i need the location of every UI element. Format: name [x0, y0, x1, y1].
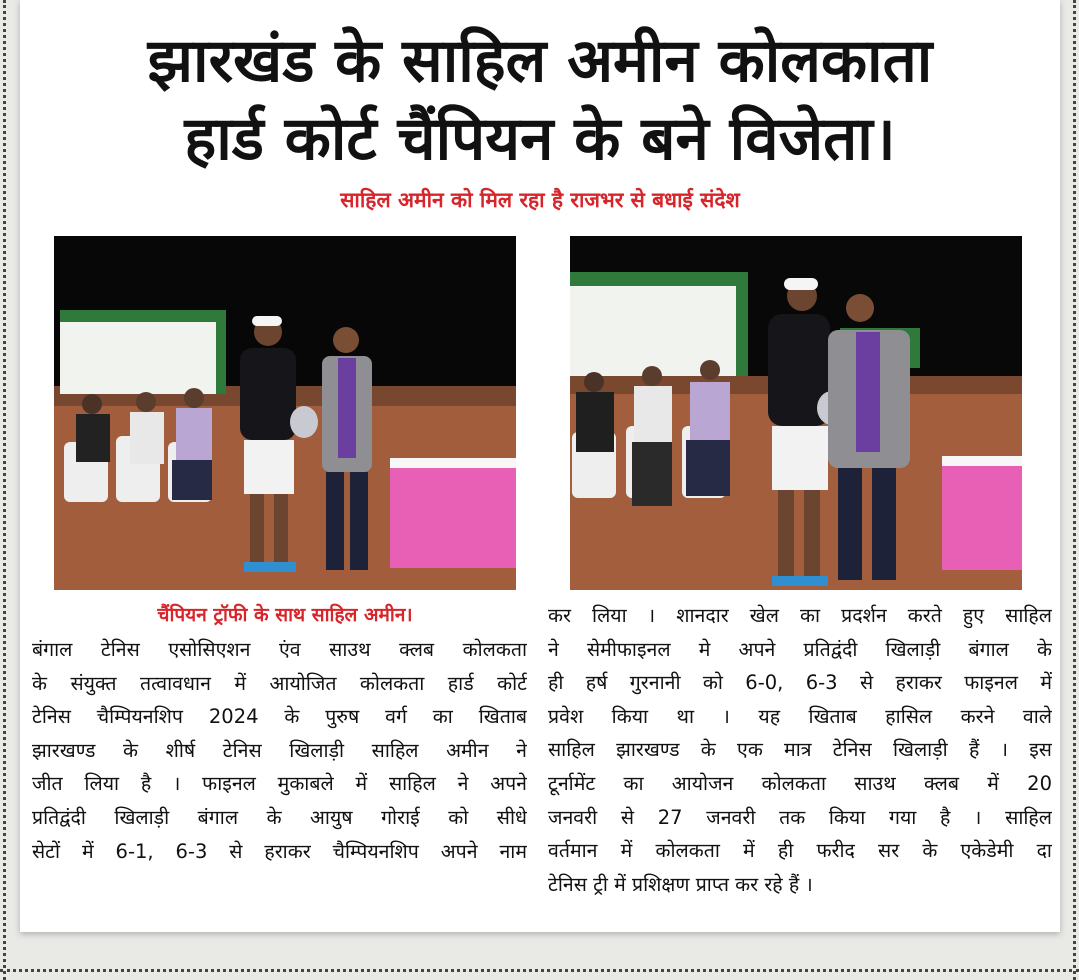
article-line: टूर्नामेंट का आयोजन कोलकता साउथ क्लब में 20 — [548, 771, 1052, 795]
photo-illustration-1 — [54, 236, 516, 590]
article-line: ही हर्ष गुरनानी को 6-0, 6-3 से हराकर फाइनल में — [548, 671, 1052, 695]
article-column-1 — [32, 633, 527, 868]
article-line: ने सेमीफाइनल मे अपने प्रतिद्वंदी खिलाड़ी बंगाल के — [548, 637, 1052, 661]
article-line: जीत लिया है । फाइनल मुकाबले में साहिल ने अपने — [32, 772, 527, 796]
headline-line-1: झारखंड के साहिल अमीन कोलकाता — [147, 26, 933, 96]
headline-line-2: हार्ड कोर्ट चैंपियन के बने विजेता। — [184, 104, 896, 174]
article-line: साहिल झारखण्ड के एक मात्र टेनिस खिलाड़ी हैं । इस — [548, 738, 1052, 762]
article-line: बंगाल टेनिस एसोसिएशन एंव साउथ क्लब कोलकता — [32, 638, 527, 661]
photo-trophy-presentation-1 — [54, 236, 516, 590]
bottom-dotted-border — [0, 969, 1079, 972]
article-line: टेनिस ट्री में प्रशिक्षण प्राप्त कर रहे हैं । — [548, 872, 813, 896]
article-line: झारखण्ड के शीर्ष टेनिस खिलाड़ी साहिल अमीन ने — [32, 738, 527, 762]
photo-illustration-2 — [570, 236, 1022, 590]
subheadline: साहिल अमीन को मिल रहा है राजभर से बधाई संदेश — [340, 188, 740, 212]
article-line: टेनिस चैम्पियनशिप 2024 के पुरुष वर्ग का खिताब — [32, 705, 527, 729]
article-line: जनवरी से 27 जनवरी तक किया गया है । साहिल — [548, 805, 1052, 829]
photo-trophy-presentation-2 — [570, 236, 1022, 590]
article-line: प्रवेश किया था । यह खिताब हासिल करने वाले — [548, 704, 1052, 728]
photo-caption: चैंपियन ट्रॉफी के साथ साहिल अमीन। — [157, 604, 413, 626]
article-line: प्रतिद्वंदी खिलाड़ी बंगाल के आयुष गोराई को सीधे — [32, 805, 527, 829]
left-dotted-border — [3, 0, 6, 980]
article-line: सेटों में 6-1, 6-3 से हराकर चैम्पियनशिप अपने नाम — [32, 839, 527, 863]
article-column-2 — [548, 599, 1052, 901]
article-line: वर्तमान में कोलकता में ही फरीद सर के एकेडेमी दा — [548, 839, 1052, 863]
headline — [20, 22, 1060, 178]
right-dotted-border — [1073, 0, 1076, 980]
article-line: कर लिया । शानदार खेल का प्रदर्शन करते हुए साहिल — [548, 604, 1052, 627]
newspaper-clipping — [20, 0, 1060, 932]
article-line: के संयुक्त तत्वावधान में आयोजित कोलकता हार्ड कोर्ट — [32, 671, 527, 695]
